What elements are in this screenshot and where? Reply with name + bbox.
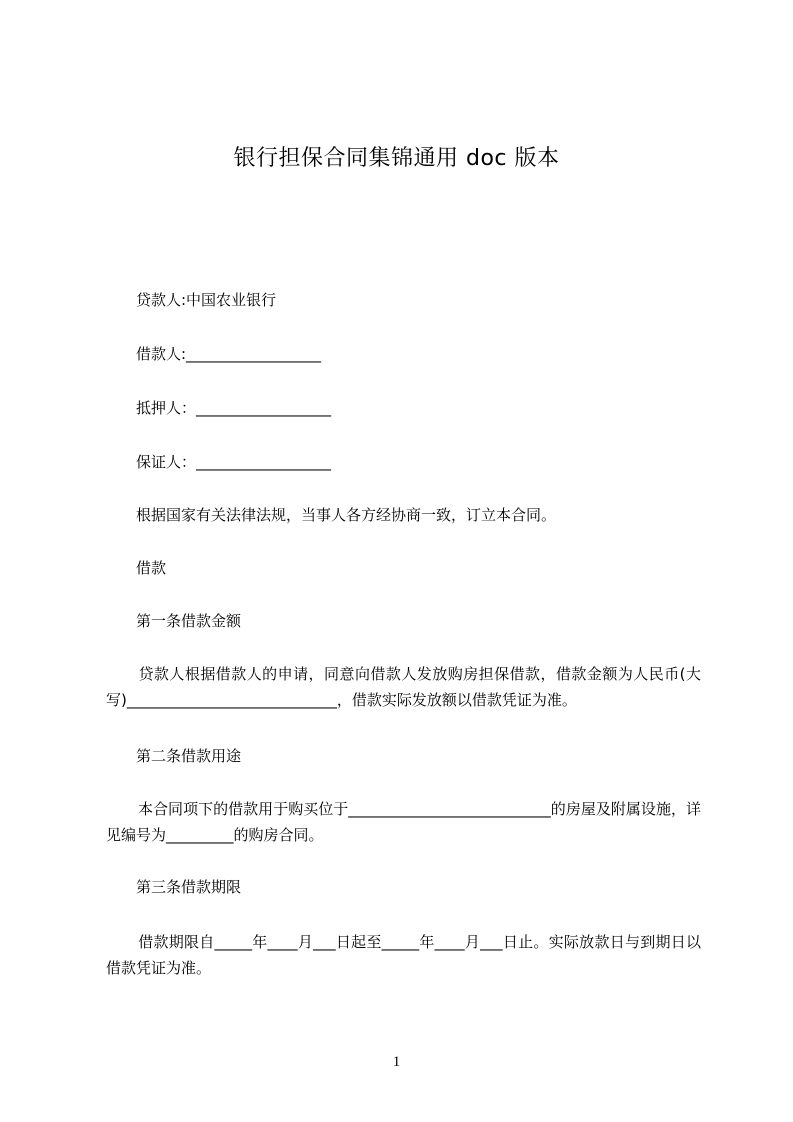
guarantor-line: 保证人：__________________ <box>136 453 332 471</box>
article2-body: 本合同项下的借款用于购买位于___________________________的房屋及附属设施，详见编号为_________的购房合同。 <box>106 800 701 844</box>
article2-paragraph <box>106 796 701 848</box>
borrower-line: 借款人:__________________ <box>136 345 322 363</box>
page-number: 1 <box>392 1054 401 1070</box>
article3-heading: 第三条借款期限 <box>136 878 242 896</box>
article3-paragraph <box>106 929 701 981</box>
section-heading: 借款 <box>136 559 167 577</box>
article2-heading: 第二条借款用途 <box>136 747 242 765</box>
preamble-paragraph: 根据国家有关法律法规，当事人各方经协商一致，订立本合同。 <box>136 506 557 524</box>
mortgagor-line: 抵押人：__________________ <box>136 399 332 417</box>
article3-body: 借款期限自_____年____月___日起至_____年____月___日止。实际放款日与到期日以借款凭证为准。 <box>106 933 701 977</box>
lender-line: 贷款人:中国农业银行 <box>136 291 277 309</box>
article1-paragraph <box>106 661 701 713</box>
document-title: 银行担保合同集锦通用 doc 版本 <box>233 146 560 171</box>
article1-heading: 第一条借款金额 <box>136 612 242 630</box>
article1-body: 贷款人根据借款人的申请，同意向借款人发放购房担保借款，借款金额为人民币(大写)____________________________，借款实际发放额以借款凭证为准。 <box>106 665 701 709</box>
